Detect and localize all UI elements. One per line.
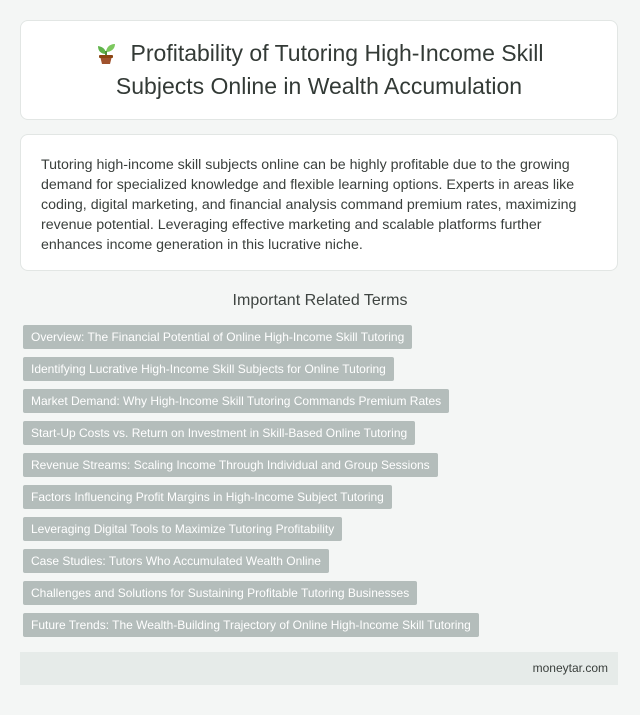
title-card	[20, 20, 618, 120]
footer-site-link[interactable]: moneytar.com	[532, 661, 608, 675]
related-term-tag[interactable]: Case Studies: Tutors Who Accumulated Wealth Online	[23, 549, 329, 573]
related-terms-list	[23, 325, 623, 637]
page-title-text: Profitability of Tutoring High-Income Skill Subjects Online in Wealth Accumulation	[115, 40, 544, 99]
related-term-tag[interactable]: Overview: The Financial Potential of Online High-Income Skill Tutoring	[23, 325, 412, 349]
related-term-tag[interactable]: Future Trends: The Wealth-Building Trajectory of Online High-Income Skill Tutoring	[23, 613, 479, 637]
sprout-icon	[95, 41, 117, 72]
related-term-tag[interactable]: Identifying Lucrative High-Income Skill Subjects for Online Tutoring	[23, 357, 394, 381]
related-term-tag[interactable]: Start-Up Costs vs. Return on Investment in Skill-Based Online Tutoring	[23, 421, 415, 445]
related-term-tag[interactable]: Revenue Streams: Scaling Income Through Individual and Group Sessions	[23, 453, 438, 477]
summary-text: Tutoring high-income skill subjects online can be highly profitable due to the growing demand for specialized knowledge and flexible learning options. Experts in areas like coding, digital marketing, and financial analysis command premium rates, maximizing revenue potential. Leveraging effective marketing and scalable platforms further enhances income generation in this lucrative niche.	[41, 157, 577, 253]
related-term-tag[interactable]: Factors Influencing Profit Margins in High-Income Subject Tutoring	[23, 485, 392, 509]
page-title	[59, 39, 579, 101]
related-term-tag[interactable]: Challenges and Solutions for Sustaining Profitable Tutoring Businesses	[23, 581, 417, 605]
related-term-tag[interactable]: Market Demand: Why High-Income Skill Tutoring Commands Premium Rates	[23, 389, 449, 413]
related-terms-heading: Important Related Terms	[232, 292, 408, 309]
summary-card	[20, 134, 618, 271]
footer	[20, 652, 618, 685]
related-term-tag[interactable]: Leveraging Digital Tools to Maximize Tutoring Profitability	[23, 517, 342, 541]
